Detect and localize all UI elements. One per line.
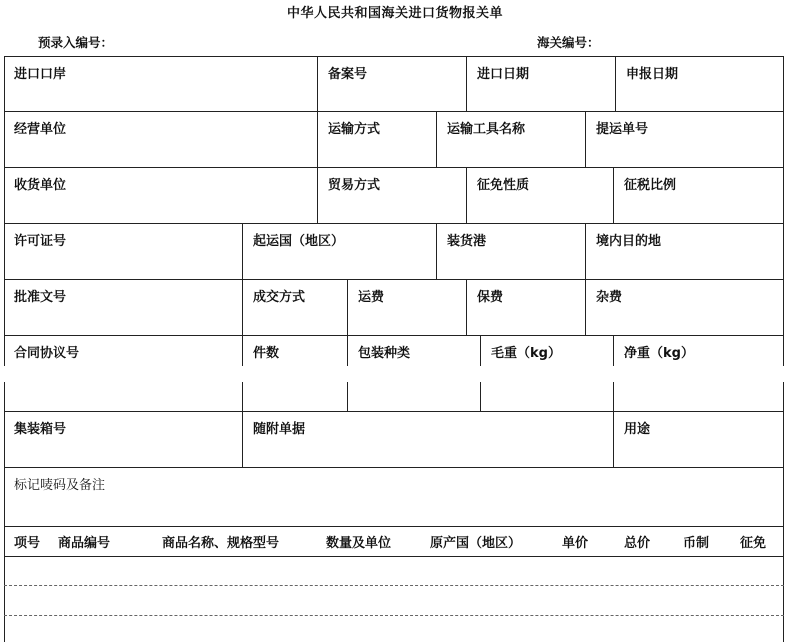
field-label: 用途 (624, 422, 651, 437)
marks-remarks-field[interactable] (4, 467, 784, 526)
goods-row-line (4, 615, 784, 616)
field-label: 备案号 (328, 67, 368, 82)
form-row-7 (4, 411, 784, 467)
field-label: 保费 (477, 290, 504, 305)
tax-rate-field[interactable] (613, 167, 784, 223)
field-label: 毛重（kg） (491, 346, 561, 361)
field-label: 征税比例 (624, 178, 677, 193)
row-divider (4, 556, 784, 557)
field-label: 进口日期 (477, 67, 530, 82)
row-divider (4, 526, 784, 527)
transaction-mode-field[interactable] (242, 279, 347, 335)
pre-entry-number-label: 预录入编号： (38, 35, 114, 50)
business-unit-field[interactable] (4, 111, 317, 167)
field-label: 标记唛码及备注 (14, 478, 106, 493)
loading-port-field[interactable] (436, 223, 585, 279)
approval-number-field[interactable] (4, 279, 242, 335)
form-row-3 (4, 167, 784, 223)
form-row-2 (4, 111, 784, 167)
insurance-field[interactable] (466, 279, 585, 335)
entry-port-field[interactable] (4, 56, 317, 111)
column-header: 商品名称、规格型号 (162, 536, 280, 551)
column-header: 单价 (562, 536, 589, 551)
field-label: 净重（kg） (624, 346, 694, 361)
field-label: 批准文号 (14, 290, 67, 305)
purpose-field[interactable] (613, 411, 784, 467)
form-title: 中华人民共和国海关进口货物报关单 (286, 6, 503, 21)
license-number-field[interactable] (4, 223, 242, 279)
field-label: 装货港 (447, 234, 487, 249)
field-label: 经营单位 (14, 122, 67, 137)
form-row-6 (4, 335, 784, 411)
declaration-date-field[interactable] (615, 56, 784, 111)
freight-field[interactable] (347, 279, 466, 335)
record-number-field[interactable] (317, 56, 466, 111)
column-header: 项号 (14, 536, 41, 551)
departure-country-field[interactable] (242, 223, 436, 279)
misc-charges-field[interactable] (585, 279, 784, 335)
field-label: 收货单位 (14, 178, 67, 193)
declaration-form (4, 56, 784, 642)
column-header: 币制 (683, 536, 710, 551)
field-label: 贸易方式 (328, 178, 381, 193)
attached-documents-field[interactable] (242, 411, 613, 467)
field-label: 提运单号 (596, 122, 649, 137)
field-label: 进口口岸 (14, 67, 67, 82)
column-header: 原产国（地区） (430, 536, 522, 551)
exemption-nature-field[interactable] (466, 167, 613, 223)
transport-vehicle-name-field[interactable] (436, 111, 585, 167)
field-label: 申报日期 (626, 67, 679, 82)
field-label: 许可证号 (14, 234, 67, 249)
field-label: 随附单据 (253, 422, 306, 437)
field-label: 成交方式 (253, 290, 306, 305)
field-label: 集装箱号 (14, 422, 67, 437)
goods-table-header (4, 532, 784, 558)
goods-row-line (4, 585, 784, 586)
column-header: 商品编号 (58, 536, 111, 551)
form-row-1 (4, 56, 784, 111)
column-header: 征免 (740, 536, 767, 551)
form-row-8 (4, 467, 784, 526)
form-row-4 (4, 223, 784, 279)
field-label: 合同协议号 (14, 346, 80, 361)
container-number-field[interactable] (4, 411, 242, 467)
field-label: 起运国（地区） (253, 234, 345, 249)
trade-mode-field[interactable] (317, 167, 466, 223)
field-label: 运输方式 (328, 122, 381, 137)
customs-number-label: 海关编号： (537, 35, 600, 50)
field-label: 杂费 (596, 290, 623, 305)
column-header: 总价 (624, 536, 651, 551)
field-label: 运输工具名称 (447, 122, 526, 137)
field-label: 境内目的地 (596, 234, 662, 249)
form-row-5 (4, 279, 784, 335)
field-label: 运费 (358, 290, 385, 305)
domestic-destination-field[interactable] (585, 223, 784, 279)
field-label: 件数 (253, 346, 280, 361)
field-label: 包装种类 (358, 346, 411, 361)
column-header: 数量及单位 (326, 536, 392, 551)
import-date-field[interactable] (466, 56, 615, 111)
field-label: 征免性质 (477, 178, 530, 193)
transport-mode-field[interactable] (317, 111, 436, 167)
bill-of-lading-field[interactable] (585, 111, 784, 167)
scan-gap (0, 366, 790, 382)
consignee-field[interactable] (4, 167, 317, 223)
